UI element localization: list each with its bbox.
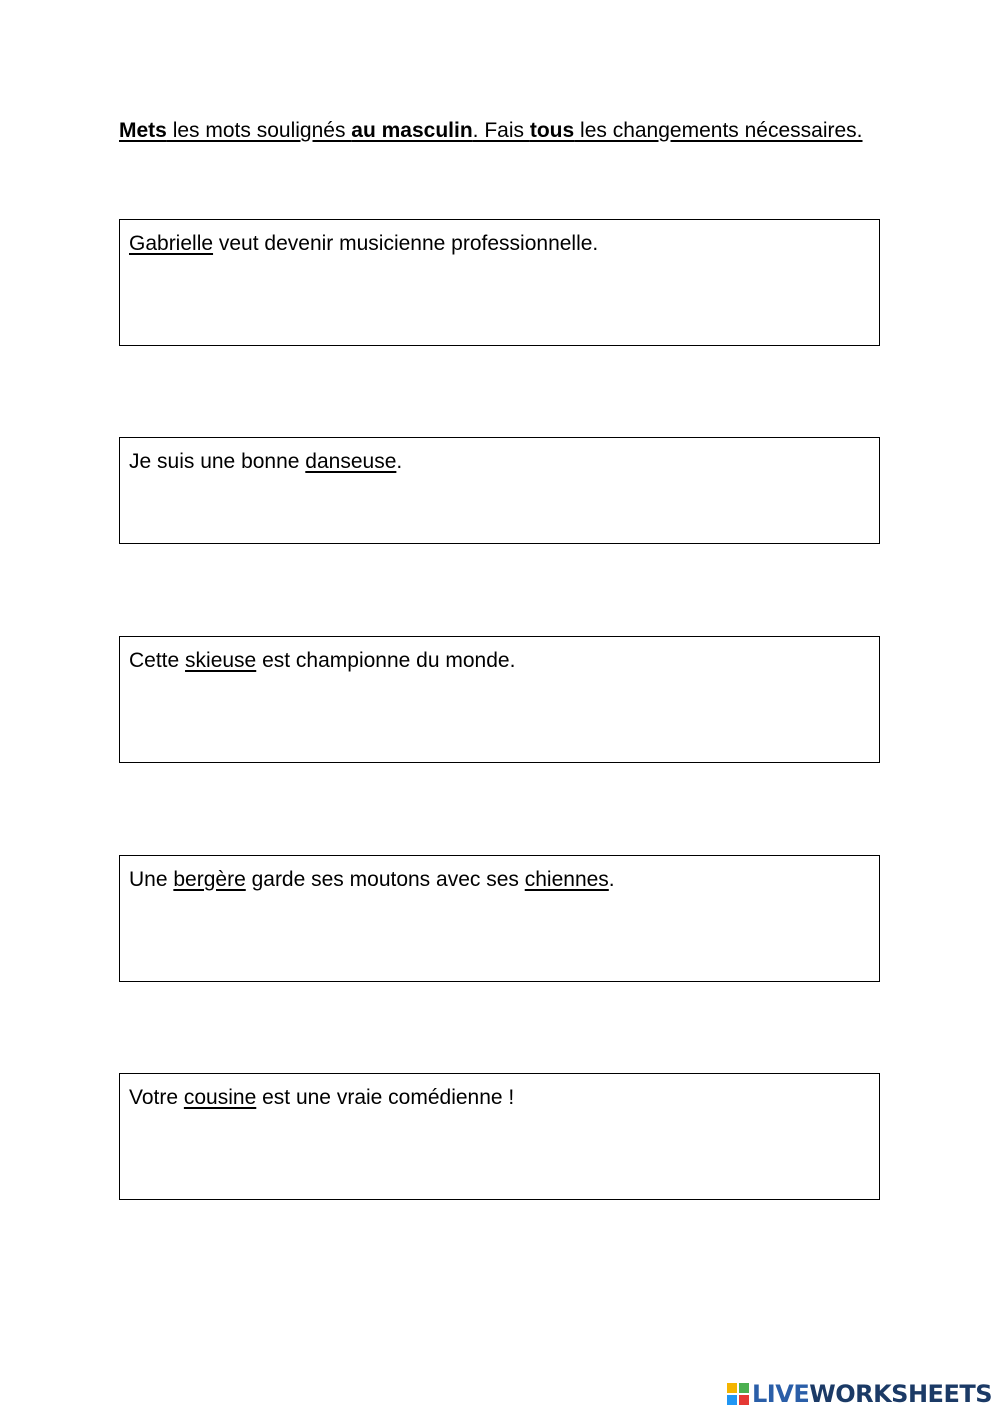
logo-text [752,1380,992,1408]
logo-text-live: LIVE [752,1380,810,1408]
underlined-word: cousine [183,1086,257,1109]
underlined-word: chiennes [524,868,609,891]
liveworksheets-logo [727,1381,992,1407]
answer-box-2[interactable] [119,437,880,544]
instr-text-3: les changements nécessaires. [574,119,863,142]
sentence-text: Votre [129,1086,184,1109]
answer-box-3[interactable] [119,636,880,763]
instr-text-1: les mots soulignés [166,119,352,142]
logo-text-worksheets: WORKSHEETS [809,1380,992,1408]
sentence-3 [129,647,515,675]
answer-box-5[interactable] [119,1073,880,1200]
underlined-word: bergère [173,868,246,891]
answer-box-4[interactable] [119,855,880,982]
answer-box-1[interactable] [119,219,880,346]
underlined-word: skieuse [185,649,257,672]
sentence-2 [129,448,402,476]
sentence-text: est une vraie comédienne ! [256,1086,515,1109]
underlined-word: danseuse [305,450,397,473]
sentence-text: garde ses moutons avec ses [245,868,525,891]
instr-text-2: . Fais [472,119,530,142]
sentence-text: Une [129,868,174,891]
sentence-text: Je suis une bonne [129,450,306,473]
sentence-text: Cette [129,649,186,672]
instructions [119,117,880,145]
sentence-text: . [396,450,403,473]
sentence-5 [129,1084,514,1112]
underlined-word: Gabrielle [129,232,214,255]
sentence-text: veut devenir musicienne professionnelle. [213,232,599,255]
sentence-text: est championne du monde. [256,649,516,672]
sentence-1 [129,230,598,258]
sentence-text: . [608,868,615,891]
sentence-4 [129,866,615,894]
instr-tous: tous [529,119,575,142]
instr-mets: Mets [119,119,167,142]
logo-blocks-icon [727,1383,749,1405]
instr-au-masculin: au masculin [351,119,473,142]
